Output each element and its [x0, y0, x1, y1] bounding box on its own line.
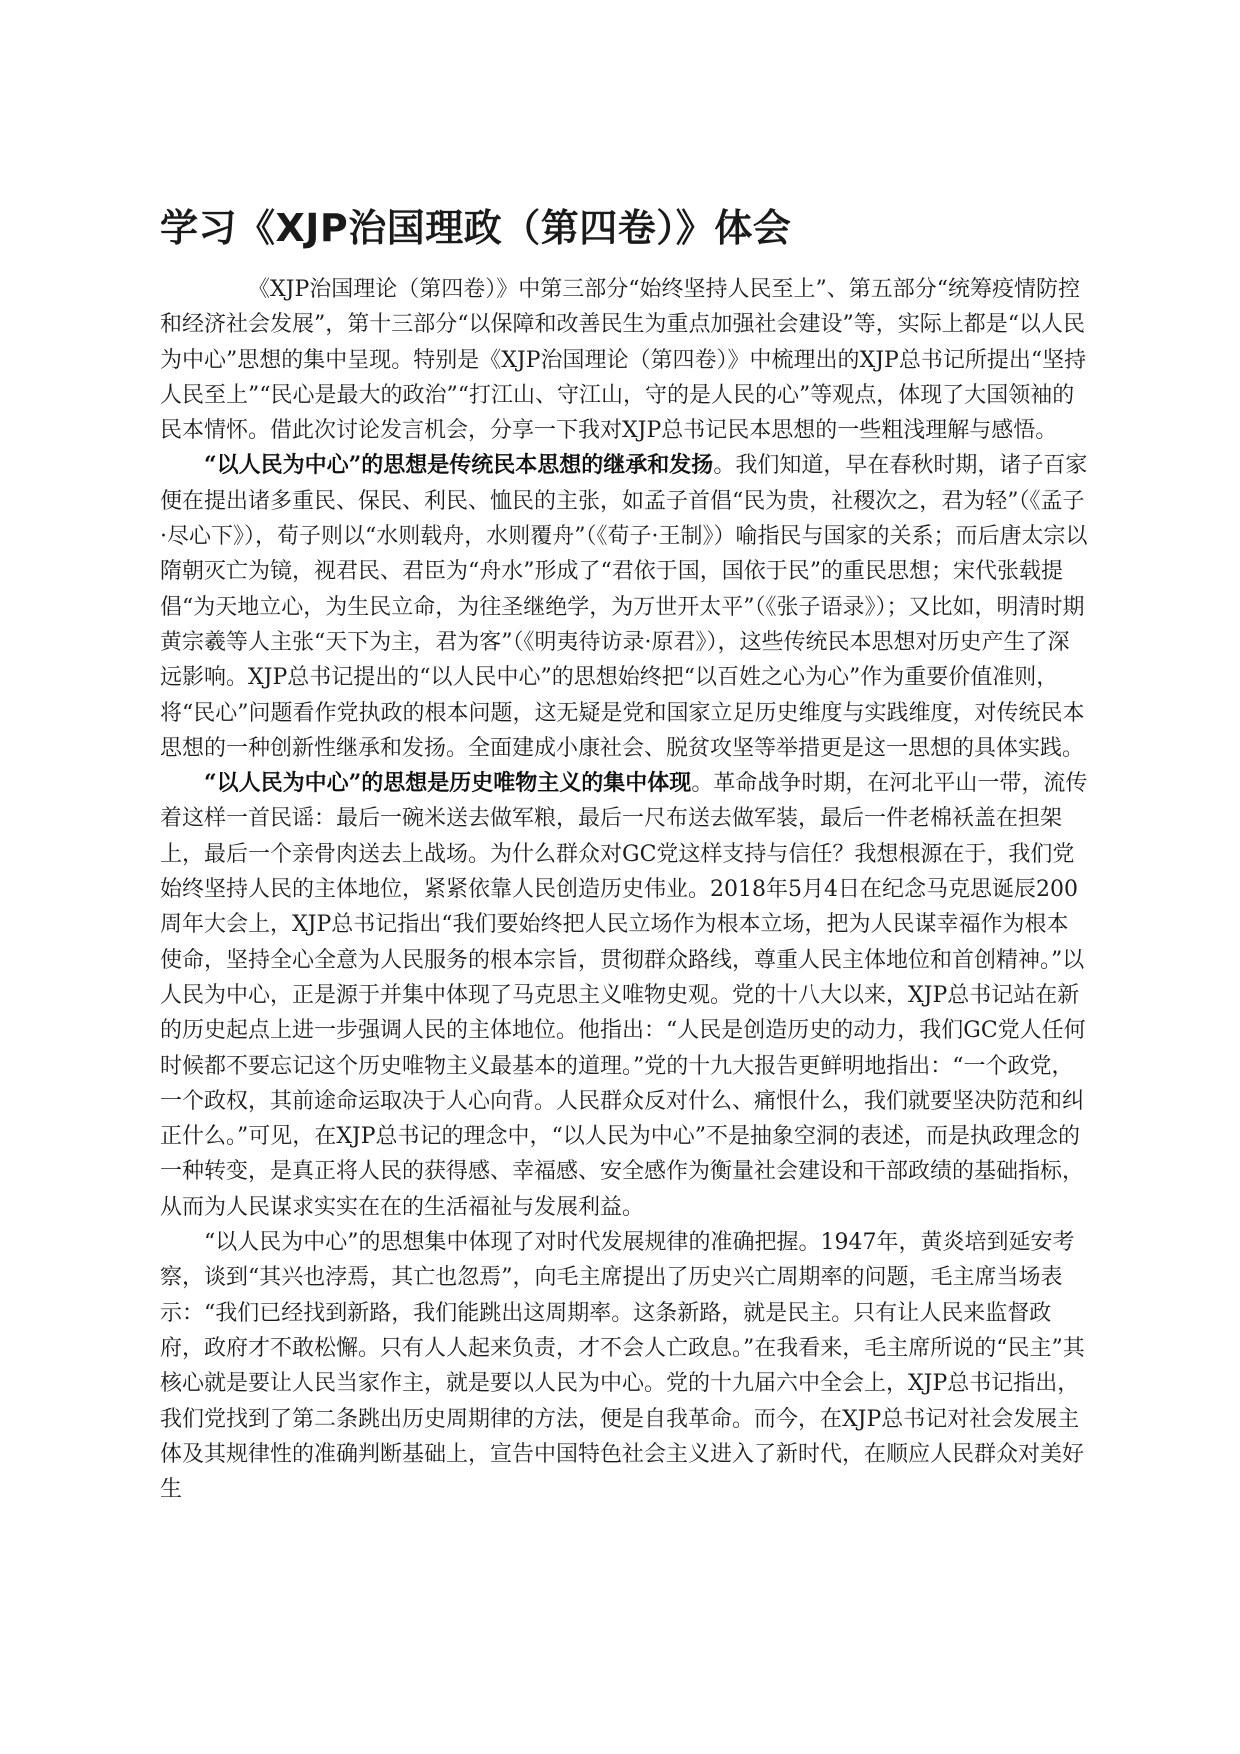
paragraph-era: [160, 1225, 1090, 1507]
paragraph-text: 。我们知道，早在春秋时期，诸子百家便在提出诸多重民、保民、利民、恤民的主张，如孟子首倡“民为贵，社稷次之，君为轻”（《孟子·尽心下》），荀子则以“水则载舟，水则覆舟”（《荀子·王制》）喻指民与国家的关系；而后唐太宗以隋朝灭亡为镜，视君民、君臣为“舟水”形成了“君依于国，国依于民”的重民思想；宋代张载提倡“为天地立心，为生民立命，为往圣继绝学，为万世开太平”（《张子语录》）；又比如，明清时期黄宗羲等人主张“天下为主，君为客”（《明夷待访录·原君》），这些传统民本思想对历史产生了深远影响。XJP总书记提出的“以人民中心”的思想始终把“以百姓之心为心”作为重要价值准则，将“民心”问题看作党执政的根本问题，这无疑是党和国家立足历史维度与实践维度，对传统民本思想的一种创新性继承和发扬。全面建成小康社会、脱贫攻坚等举措更是这一思想的具体实践。: [160, 453, 1088, 761]
document-body: [160, 272, 1090, 1507]
document-title: 学习《XJP治国理政（第四卷）》体会: [160, 206, 792, 250]
paragraph-lead-heading: “以人民为中心”的思想是传统民本思想的继承和发扬: [204, 452, 714, 479]
paragraph-lead-heading: “以人民为中心”的思想是历史唯物主义的集中体现: [204, 770, 692, 797]
paragraph-text: 《XJP治国理论（第四卷）》中第三部分“始终坚持人民至上”、第五部分“统筹疫情防控和经济社会发展”，第十三部分“以保障和改善民生为重点加强社会建设”等，实际上都是“以人民为中心”思想的集中呈现。特别是《XJP治国理论（第四卷）》中梳理出的XJP总书记所提出“坚持人民至上”“民心是最大的政治”“打江山、守江山，守的是人民的心”等观点，体现了大国领袖的民本情怀。借此次讨论发言机会，分享一下我对XJP总书记民本思想的一些粗浅理解与感悟。: [160, 277, 1087, 444]
paragraph-text: “以人民为中心”的思想集中体现了对时代发展规律的准确把握。1947年，黄炎培到延安考察，谈到“其兴也浡焉，其亡也忽焉”，向毛主席提出了历史兴亡周期率的问题，毛主席当场表示：“我们已经找到新路，我们能跳出这周期率。这条新路，就是民主。只有让人民来监督政府，政府才不敢松懈。只有人人起来负责，才不会人亡政息。”在我看来，毛主席所说的“民主”其核心就是要让人民当家作主，就是要以人民为中心。党的十九届六中全会上，XJP总书记指出，我们党找到了第二条跳出历史周期律的方法，便是自我革命。而今，在XJP总书记对社会发展主体及其规律性的准确判断基础上，宣告中国特色社会主义进入了新时代，在顺应人民群众对美好生: [160, 1230, 1085, 1503]
paragraph-tradition: [160, 448, 1090, 766]
paragraph-materialism: [160, 766, 1090, 1225]
paragraph-text: 。革命战争时期，在河北平山一带，流传着这样一首民谣：最后一碗米送去做军粮，最后一尺布送去做军装，最后一件老棉袄盖在担架上，最后一个亲骨肉送去上战场。为什么群众对GC党这样支持与信任？我想根源在于，我们党始终坚持人民的主体地位，紧紧依靠人民创造历史伟业。2018年5月4日在纪念马克思诞辰200周年大会上，XJP总书记指出“我们要始终把人民立场作为根本立场，把为人民谋幸福作为根本使命，坚持全心全意为人民服务的根本宗旨，贯彻群众路线，尊重人民主体地位和首创精神。”以人民为中心，正是源于并集中体现了马克思主义唯物史观。党的十八大以来，XJP总书记站在新的历史起点上进一步强调人民的主体地位。他指出：“人民是创造历史的动力，我们GC党人任何时候都不要忘记这个历史唯物主义最基本的道理。”党的十九大报告更鲜明地指出：“一个政党，一个政权，其前途命运取决于人心向背。人民群众反对什么、痛恨什么，我们就要坚决防范和纠正什么。”可见，在XJP总书记的理念中，“以人民为中心”不是抽象空洞的表述，而是执政理念的一种转变，是真正将人民的获得感、幸福感、安全感作为衡量社会建设和干部政绩的基础指标，从而为人民谋求实实在在的生活福祉与发展利益。: [160, 771, 1088, 1220]
paragraph-intro: [160, 272, 1090, 448]
